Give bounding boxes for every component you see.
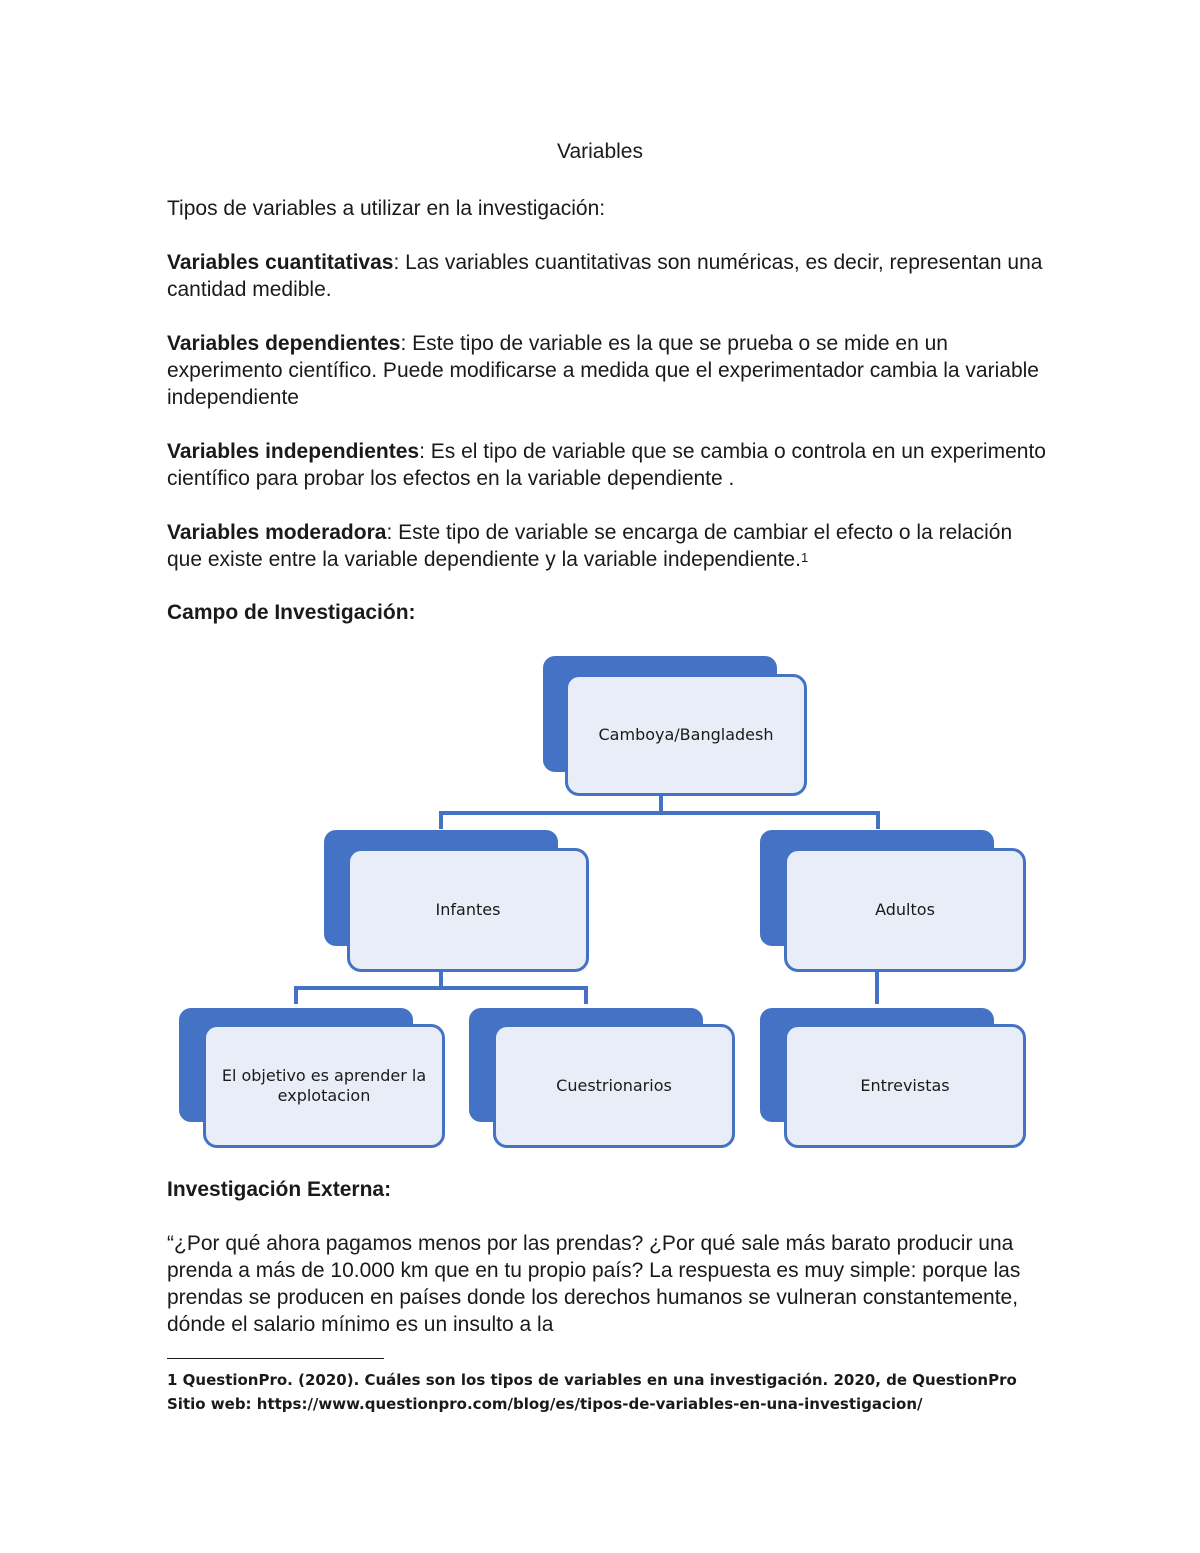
connector-line bbox=[294, 986, 588, 990]
node-cuestionarios bbox=[469, 1008, 735, 1148]
definition-dependientes bbox=[167, 330, 1047, 411]
node-label: Infantes bbox=[435, 900, 501, 919]
definition-moderadora bbox=[167, 519, 1047, 573]
definition-term: Variables moderadora bbox=[167, 521, 387, 544]
node-adultos bbox=[760, 830, 1026, 974]
externa-quote: “¿Por qué ahora pagamos menos por las prendas? ¿Por qué sale más barato producir una prenda a más de 10.000 km que en tu propio país? La respuesta es muy simple: porque las prendas se producen en países donde los derechos humanos se vulneran constantemente, dónde el salario mínimo es un insulto a la bbox=[167, 1232, 1021, 1336]
definition-term: Variables independientes bbox=[167, 440, 420, 463]
footnote: 1 QuestionPro. (2020). Cuáles son los tipos de variables en una investigación. 2020, de QuestionPro Sitio web: https://www.questionpro.com/blog/es/tipos-de-variables-en-una-investigacion/ bbox=[167, 1371, 1017, 1413]
definition-text: : Es el tipo de variable que se cambia o controla en un experimento científico para probar los efectos en la variable dependiente . bbox=[167, 440, 1046, 490]
node-objetivo bbox=[179, 1008, 445, 1148]
node-label: Entrevistas bbox=[860, 1076, 950, 1095]
connector-line bbox=[876, 811, 880, 829]
definition-text: : Este tipo de variable es la que se prueba o se mide en un experimento científico. Puede modificarse a medida que el experimentador cambia la variable independiente bbox=[167, 332, 1039, 409]
footnote-reference: 1 bbox=[800, 550, 809, 565]
node-label: Camboya/Bangladesh bbox=[598, 725, 774, 744]
intro-text: Tipos de variables a utilizar en la investigación: bbox=[167, 197, 606, 220]
connector-line bbox=[294, 986, 298, 1004]
definition-text: : Las variables cuantitativas son numéricas, es decir, representan una cantidad medible. bbox=[167, 251, 1043, 301]
externa-heading: Investigación Externa: bbox=[167, 1178, 392, 1201]
node-label: El objetivo es aprender la explotacion bbox=[221, 1066, 427, 1105]
definition-independientes bbox=[167, 438, 1047, 492]
node-label: Adultos bbox=[875, 900, 935, 919]
node-root bbox=[543, 656, 807, 798]
footnote-divider bbox=[167, 1358, 384, 1359]
node-infantes bbox=[324, 830, 589, 974]
definition-term: Variables cuantitativas bbox=[167, 251, 394, 274]
connector-line bbox=[439, 811, 443, 829]
node-entrevistas bbox=[760, 1008, 1026, 1148]
node-label: Cuestrionarios bbox=[556, 1076, 672, 1095]
connector-line bbox=[439, 811, 880, 815]
definition-term: Variables dependientes bbox=[167, 332, 401, 355]
document-title: Variables bbox=[557, 140, 643, 163]
definition-cuantitativas bbox=[167, 249, 1047, 303]
campo-heading: Campo de Investigación: bbox=[167, 601, 416, 624]
definition-text: : Este tipo de variable se encarga de cambiar el efecto o la relación que existe entre la variable dependiente y la variable independiente. bbox=[167, 521, 1013, 571]
connector-line bbox=[584, 986, 588, 1004]
